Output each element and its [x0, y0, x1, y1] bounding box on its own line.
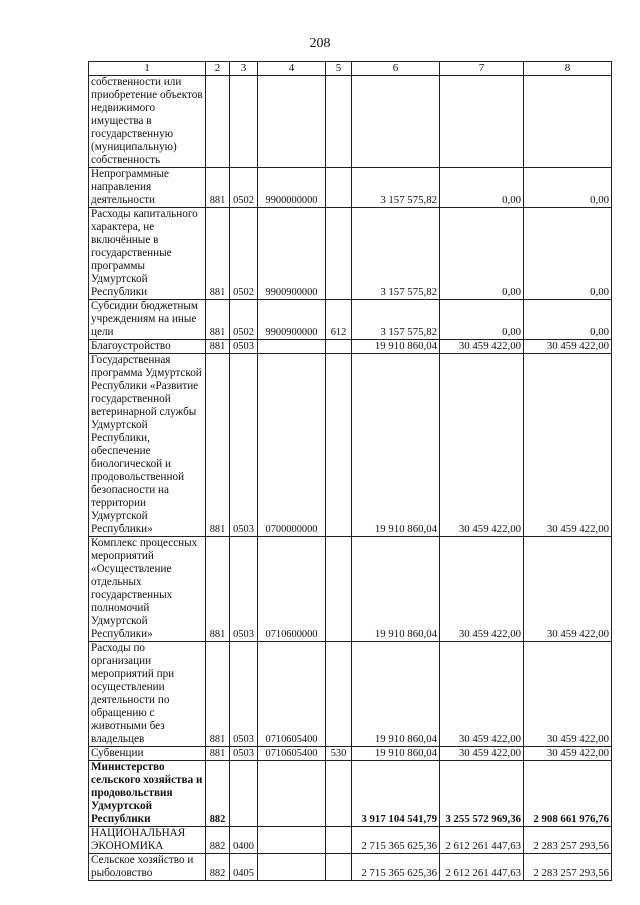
row-target: 9900900000 — [258, 300, 326, 340]
row-target: 0710600000 — [258, 537, 326, 642]
column-header: 1 — [89, 62, 206, 76]
row-name: Благоустройство — [89, 340, 206, 354]
row-value-3: 2 908 661 976,76 — [524, 761, 612, 827]
row-type — [326, 854, 352, 881]
row-name: Государственная программа Удмуртской Республики «Развитие государственной ветеринарной службы Удмуртской Республики, обеспечение биологической и продовольственной безопасности на территории Удмуртской Республики» — [89, 354, 206, 537]
row-target: 0700000000 — [258, 354, 326, 537]
row-value-2: 2 612 261 447,63 — [440, 827, 524, 854]
column-header: 4 — [258, 62, 326, 76]
row-target — [258, 76, 326, 168]
row-code — [206, 76, 230, 168]
row-type — [326, 76, 352, 168]
row-value-1: 3 157 575,82 — [352, 300, 440, 340]
row-value-2: 0,00 — [440, 168, 524, 208]
table-row — [89, 761, 612, 827]
row-name: Сельское хозяйство и рыболовство — [89, 854, 206, 881]
row-section: 0503 — [230, 642, 258, 747]
row-value-2: 30 459 422,00 — [440, 340, 524, 354]
table-row — [89, 642, 612, 747]
row-value-2: 3 255 572 969,36 — [440, 761, 524, 827]
row-section: 0502 — [230, 300, 258, 340]
table-row — [89, 537, 612, 642]
row-code: 881 — [206, 642, 230, 747]
column-header: 6 — [352, 62, 440, 76]
row-target — [258, 827, 326, 854]
row-target: 0710605400 — [258, 747, 326, 761]
row-section: 0405 — [230, 854, 258, 881]
row-name: собственности или приобретение объектов недвижимого имущества в государственную (муниципальную) собственность — [89, 76, 206, 168]
budget-table — [88, 61, 612, 881]
row-value-1: 3 157 575,82 — [352, 168, 440, 208]
row-value-3: 2 283 257 293,56 — [524, 854, 612, 881]
row-value-3: 0,00 — [524, 208, 612, 300]
row-target: 9900900000 — [258, 208, 326, 300]
table-row — [89, 168, 612, 208]
table-row — [89, 354, 612, 537]
row-name: Министерство сельского хозяйства и продовольствия Удмуртской Республики — [89, 761, 206, 827]
column-header: 5 — [326, 62, 352, 76]
row-name: Расходы по организации мероприятий при осуществлении деятельности по обращению с животными без владельцев — [89, 642, 206, 747]
table-row — [89, 76, 612, 168]
row-value-2 — [440, 76, 524, 168]
row-value-2: 30 459 422,00 — [440, 537, 524, 642]
column-header: 3 — [230, 62, 258, 76]
row-value-3: 30 459 422,00 — [524, 340, 612, 354]
row-value-2: 0,00 — [440, 208, 524, 300]
row-value-1: 19 910 860,04 — [352, 354, 440, 537]
row-value-1: 19 910 860,04 — [352, 747, 440, 761]
row-type — [326, 642, 352, 747]
row-value-3: 30 459 422,00 — [524, 747, 612, 761]
row-code: 881 — [206, 300, 230, 340]
row-value-3: 30 459 422,00 — [524, 354, 612, 537]
row-value-2: 2 612 261 447,63 — [440, 854, 524, 881]
row-value-1: 2 715 365 625,36 — [352, 827, 440, 854]
row-type — [326, 761, 352, 827]
row-code: 881 — [206, 747, 230, 761]
row-value-1: 19 910 860,04 — [352, 537, 440, 642]
row-code: 881 — [206, 340, 230, 354]
row-value-3: 0,00 — [524, 168, 612, 208]
row-target — [258, 854, 326, 881]
row-value-2: 30 459 422,00 — [440, 642, 524, 747]
row-value-2: 30 459 422,00 — [440, 354, 524, 537]
table-row — [89, 300, 612, 340]
row-target — [258, 761, 326, 827]
row-section: 0503 — [230, 747, 258, 761]
page-number: 208 — [309, 36, 331, 51]
row-value-3: 30 459 422,00 — [524, 642, 612, 747]
row-code: 881 — [206, 354, 230, 537]
row-value-1: 2 715 365 625,36 — [352, 854, 440, 881]
row-code: 882 — [206, 827, 230, 854]
row-name: Непрограммные направления деятельности — [89, 168, 206, 208]
row-target: 9900000000 — [258, 168, 326, 208]
row-name: Расходы капитального характера, не включённые в государственные программы Удмуртской Республики — [89, 208, 206, 300]
row-code: 882 — [206, 854, 230, 881]
row-type: 530 — [326, 747, 352, 761]
row-name: НАЦИОНАЛЬНАЯ ЭКОНОМИКА — [89, 827, 206, 854]
table-row — [89, 747, 612, 761]
row-value-1: 3 157 575,82 — [352, 208, 440, 300]
row-value-2: 30 459 422,00 — [440, 747, 524, 761]
row-section: 0502 — [230, 208, 258, 300]
row-name: Субсидии бюджетным учреждениям на иные цели — [89, 300, 206, 340]
row-value-3: 2 283 257 293,56 — [524, 827, 612, 854]
row-section: 0503 — [230, 340, 258, 354]
row-type — [326, 168, 352, 208]
row-section: 0503 — [230, 354, 258, 537]
row-name: Субвенции — [89, 747, 206, 761]
row-section — [230, 761, 258, 827]
row-value-1: 3 917 104 541,79 — [352, 761, 440, 827]
column-header: 7 — [440, 62, 524, 76]
row-value-1: 19 910 860,04 — [352, 340, 440, 354]
row-section: 0502 — [230, 168, 258, 208]
row-value-2: 0,00 — [440, 300, 524, 340]
row-type: 612 — [326, 300, 352, 340]
row-type — [326, 354, 352, 537]
row-name: Комплекс процессных мероприятий «Осуществление отдельных государственных полномочий Удмуртской Республики» — [89, 537, 206, 642]
table-body — [89, 76, 612, 881]
row-type — [326, 208, 352, 300]
row-type — [326, 827, 352, 854]
row-value-1 — [352, 76, 440, 168]
row-code: 882 — [206, 761, 230, 827]
table-row — [89, 208, 612, 300]
row-value-1: 19 910 860,04 — [352, 642, 440, 747]
row-value-3: 30 459 422,00 — [524, 537, 612, 642]
row-value-3: 0,00 — [524, 300, 612, 340]
row-section — [230, 76, 258, 168]
table-row — [89, 340, 612, 354]
row-target: 0710605400 — [258, 642, 326, 747]
row-section: 0503 — [230, 537, 258, 642]
row-code: 881 — [206, 537, 230, 642]
row-section: 0400 — [230, 827, 258, 854]
table-row — [89, 854, 612, 881]
table-row — [89, 827, 612, 854]
column-header: 2 — [206, 62, 230, 76]
row-target — [258, 340, 326, 354]
row-value-3 — [524, 76, 612, 168]
column-header: 8 — [524, 62, 612, 76]
row-code: 881 — [206, 208, 230, 300]
row-code: 881 — [206, 168, 230, 208]
row-type — [326, 537, 352, 642]
row-type — [326, 340, 352, 354]
header-row — [89, 62, 612, 76]
